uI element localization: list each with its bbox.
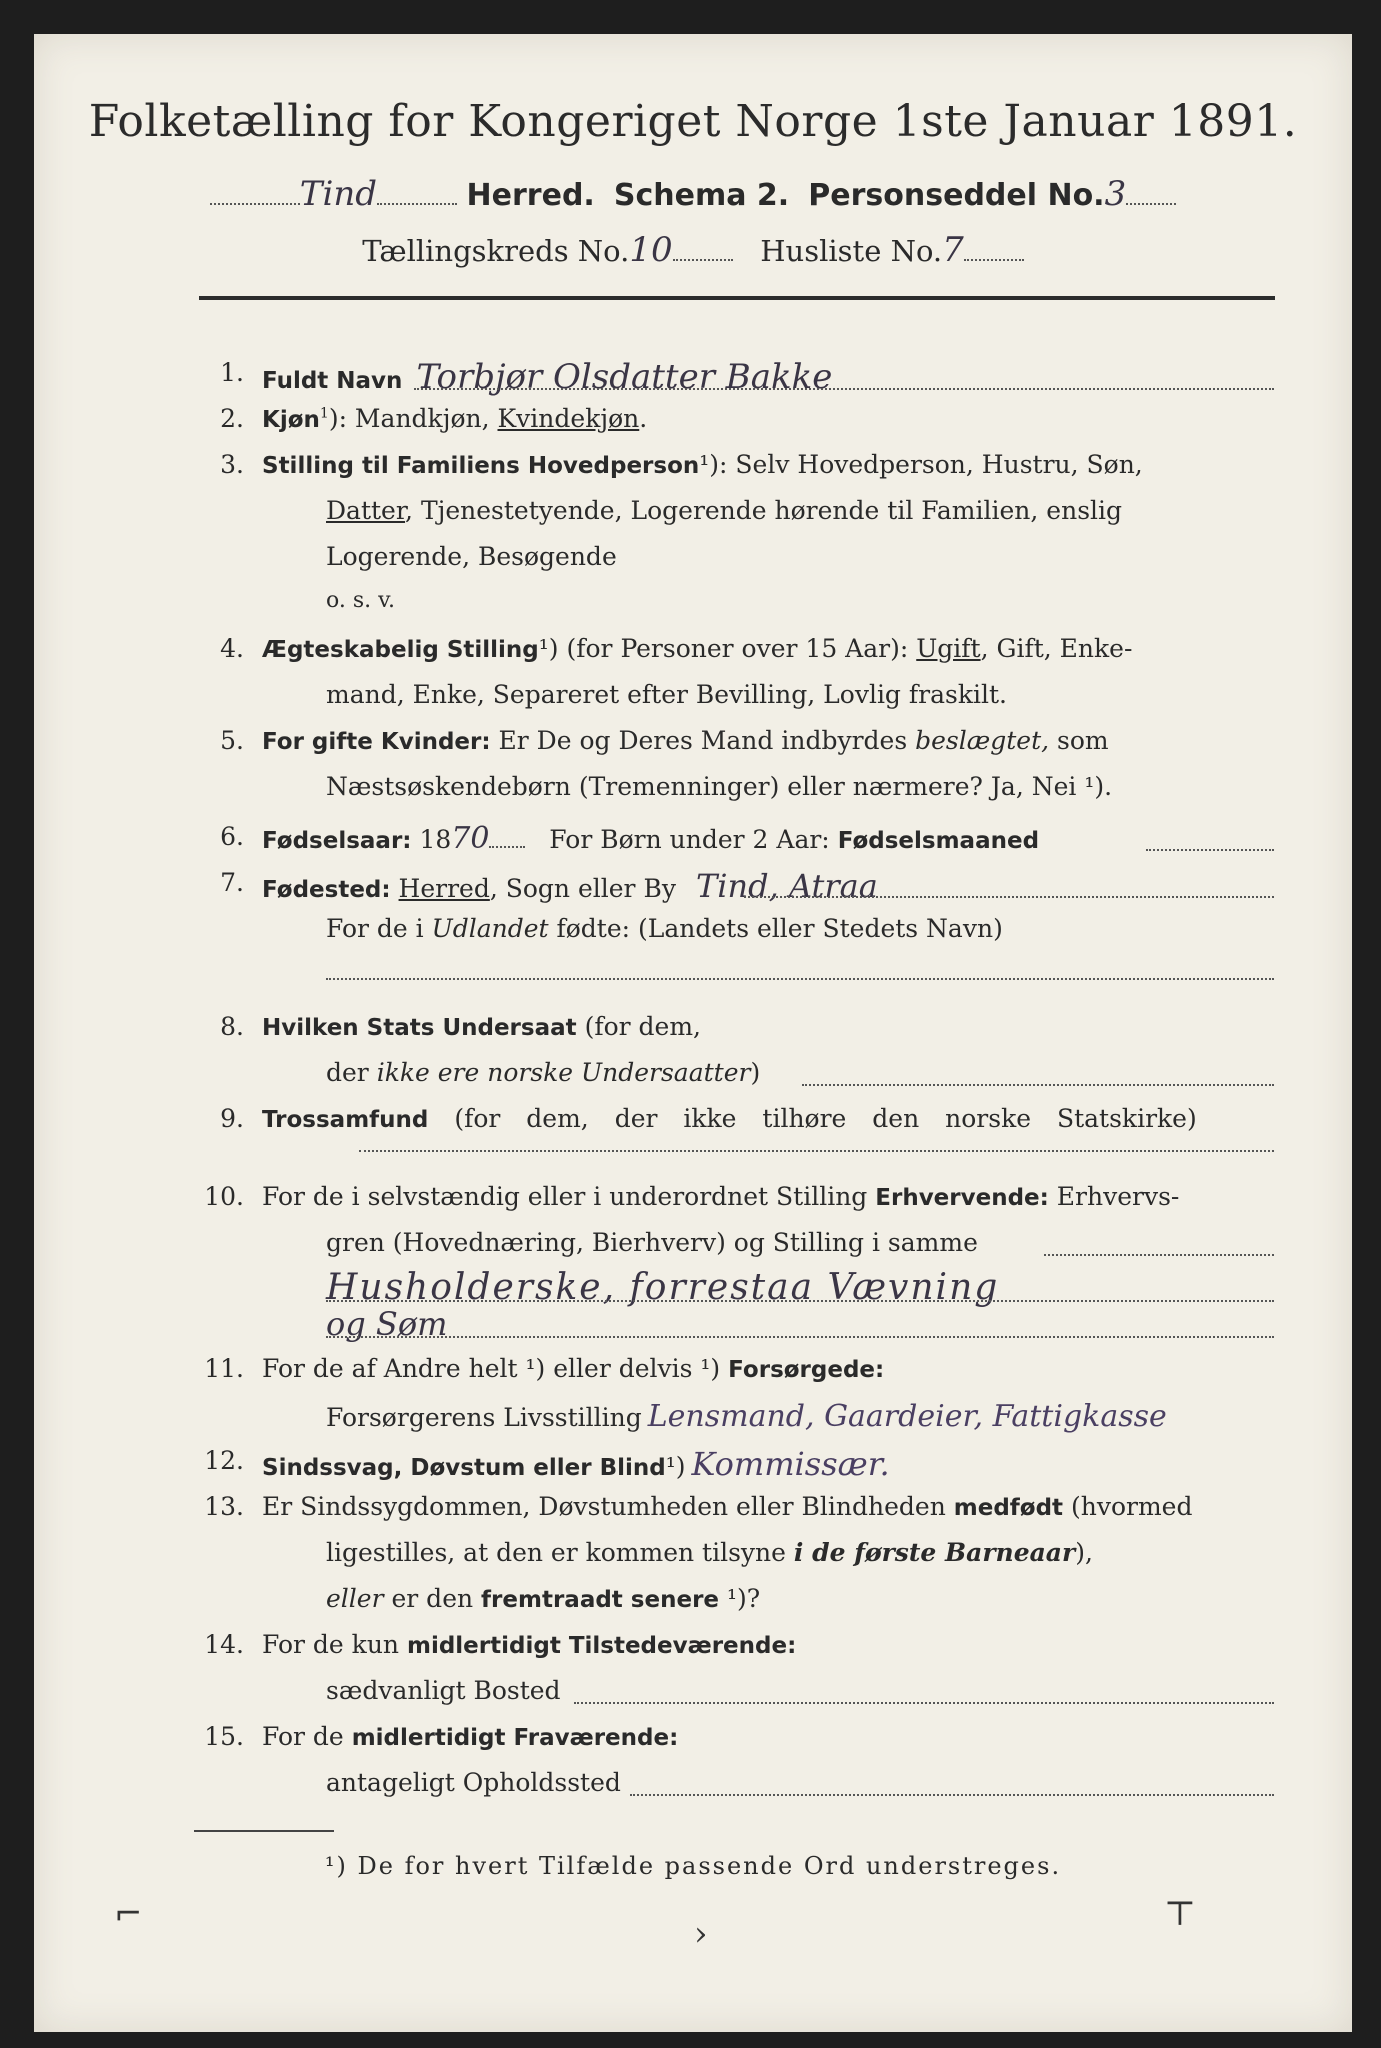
item-number: 1. (220, 358, 244, 387)
item-number: 4. (220, 634, 244, 663)
kreds-label: Tællingskreds No. (362, 234, 630, 268)
occupation-text-2: gren (Hovednæring, Bierhverv) og Stilling i samme (326, 1228, 978, 1257)
census-form (34, 34, 1352, 2032)
disability-label: Sindssvag, Døvstum eller Blind (262, 1455, 666, 1481)
item-number: 13. (204, 1492, 244, 1521)
birthplace-value: Tind, Atraa (695, 867, 878, 905)
marital-selected: Ugift (916, 634, 981, 663)
sex-options: ): Mandkjøn, (328, 404, 498, 433)
provider-label: Forsørgerens Livsstilling (326, 1403, 642, 1432)
supported-label: Forsørgede: (728, 1357, 885, 1383)
form-title: Folketælling for Kongeriget Norge 1ste Januar 1891. (88, 96, 1298, 147)
congenital-end-2: ), (1075, 1538, 1093, 1567)
citizenship-end: ) (750, 1058, 761, 1087)
foreign-born-italic: Udlandet (431, 914, 549, 943)
married-women-label: For gifte Kvinder: (262, 729, 491, 755)
item-number: 12. (204, 1446, 244, 1475)
corner-mark-middle: › (694, 1914, 708, 1954)
congenital-end-3: ¹)? (719, 1584, 761, 1613)
family-position-selected: Datter (326, 496, 406, 525)
birthplace-options: , Sogn eller By (489, 874, 676, 903)
disability-value: Kommissær. (691, 1445, 890, 1483)
provider-value: Lensmand, Gaardeier, Fattigkasse (647, 1399, 1167, 1434)
usual-residence-dots (574, 1702, 1274, 1704)
personseddel-value: 3 (1104, 174, 1127, 214)
congenital-pre: Er Sindssygdommen, Døvstumheden eller Blindheden (262, 1492, 954, 1521)
item-number: 11. (204, 1354, 244, 1383)
family-position-options: ¹): Selv Hovedperson, Hustru, Søn, (699, 450, 1143, 479)
married-women-text: Er De og Deres Mand indbyrdes (490, 726, 916, 755)
birth-month-dots (1146, 849, 1274, 851)
congenital-italic: i de første Barneaar (793, 1538, 1076, 1567)
supported-pre: For de af Andre helt ¹) eller delvis ¹) (262, 1354, 729, 1383)
temp-present-label: midlertidigt Tilstedeværende: (406, 1633, 797, 1659)
footnote-rule (194, 1830, 334, 1832)
corner-mark-right: ⊤ (1164, 1894, 1196, 1934)
occupation-value-2: og Søm (326, 1305, 448, 1343)
birthplace-label: Fødested: (262, 877, 391, 903)
probable-residence-dots (630, 1794, 1274, 1796)
item-number: 2. (220, 404, 244, 433)
item-number: 6. (220, 822, 244, 851)
occupation-value-1: Husholderske, forrestaa Vævning (326, 1267, 1000, 1308)
citizenship-dots (802, 1084, 1274, 1086)
sex-end: . (639, 404, 648, 433)
birth-year-label: Fødselsaar: (262, 828, 412, 854)
occupation-label: Erhvervende: (875, 1185, 1049, 1211)
header-line-herred (34, 174, 1352, 214)
item-number: 5. (220, 726, 244, 755)
husliste-value: 7 (942, 230, 964, 270)
item-number: 7. (220, 868, 244, 897)
congenital-end: (hvormed (1063, 1492, 1193, 1521)
citizenship-italic: ikke ere norske Undersaatter (376, 1058, 751, 1087)
birth-year-value: 70 (451, 821, 490, 856)
corner-mark-left: ⌐ (114, 1894, 143, 1934)
full-name-value: Torbjør Olsdatter Bakke (416, 357, 833, 397)
birthplace-dots (744, 896, 1274, 898)
temp-absent-label: midlertidigt Fraværende: (351, 1725, 679, 1751)
husliste-label: Husliste No. (760, 234, 943, 268)
married-women-end: som (1049, 726, 1109, 755)
religion-label: Trossamfund (262, 1107, 429, 1133)
birth-month-label: Fødselsmaaned (837, 828, 1040, 854)
item-number: 14. (204, 1630, 244, 1659)
temp-absent-pre: For de (262, 1722, 352, 1751)
schema-label: Schema 2. (613, 178, 790, 213)
usual-residence-label: sædvanligt Bosted (326, 1676, 561, 1705)
birth-year-prefix: 18 (411, 825, 452, 854)
citizenship-text: (for dem, (576, 1012, 701, 1041)
foreign-born-pre: For de i (326, 914, 432, 943)
family-position-osv: o. s. v. (326, 588, 395, 613)
item-number: 3. (220, 450, 244, 479)
family-position-options-3: Logerende, Besøgende (326, 542, 617, 571)
full-name-dots (414, 388, 1274, 390)
item-number: 9. (220, 1104, 244, 1133)
marital-label: Ægteskabelig Stilling (262, 637, 539, 663)
occupation-dots-1 (1044, 1254, 1274, 1256)
marital-options: , Gift, Enke- (980, 634, 1133, 663)
header-line-kreds (34, 230, 1352, 270)
temp-present-pre: For de kun (262, 1630, 407, 1659)
congenital-italic-2: eller (326, 1584, 384, 1613)
footnote-ref: ¹) (665, 1452, 686, 1481)
herred-value: Tind (299, 174, 377, 214)
footnote-ref: 1 (319, 405, 329, 422)
marital-options-2: mand, Enke, Separeret efter Bevilling, Lovlig fraskilt. (326, 680, 1007, 709)
congenital-mid: er den (383, 1584, 482, 1613)
married-women-italic: beslægtet, (915, 726, 1050, 755)
personseddel-label: Personseddel No. (808, 178, 1105, 213)
citizenship-label: Hvilken Stats Undersaat (262, 1015, 577, 1041)
congenital-pre-2: ligestilles, at den er kommen tilsyne (326, 1538, 794, 1567)
congenital-bold: fremtraadt senere (481, 1587, 720, 1613)
citizenship-pre: der (326, 1058, 377, 1087)
family-position-options-2: , Tjenestetyende, Logerende hørende til Familien, enslig (405, 496, 1123, 525)
item-number: 15. (204, 1722, 244, 1751)
congenital-label: medfødt (953, 1495, 1064, 1521)
religion-dots (359, 1150, 1274, 1152)
religion-text: (for dem, der ikke tilhøre den norske Statskirke) (428, 1104, 1197, 1133)
family-position-label: Stilling til Familiens Hovedperson (262, 453, 700, 479)
occupation-end: Erhvervs- (1048, 1182, 1180, 1211)
sex-selected: Kvindekjøn (497, 404, 640, 433)
herred-label: Herred. (466, 178, 595, 213)
header-rule (199, 296, 1275, 300)
item-number: 10. (204, 1182, 244, 1211)
full-name-label: Fuldt Navn (262, 368, 403, 394)
occupation-pre: For de i selvstændig eller i underordnet Stilling (262, 1182, 876, 1211)
foreign-born-dots (326, 978, 1274, 980)
married-women-text-2: Næstsøskendebørn (Tremenninger) eller nærmere? Ja, Nei ¹). (326, 772, 1113, 801)
foreign-born-text: fødte: (Landets eller Stedets Navn) (548, 914, 1003, 943)
occupation-dots-2 (326, 1300, 1274, 1302)
birth-month-text: For Børn under 2 Aar: (549, 825, 830, 854)
sex-label: Kjøn (262, 407, 320, 433)
footnote: ¹) De for hvert Tilfælde passende Ord understreges. (324, 1852, 1062, 1880)
birthplace-selected: Herred (398, 874, 490, 903)
item-number: 8. (220, 1012, 244, 1041)
marital-text: ¹) (for Personer over 15 Aar): (538, 634, 917, 663)
occupation-dots-3 (326, 1336, 1274, 1338)
kreds-value: 10 (629, 230, 673, 270)
probable-residence-label: antageligt Opholdssted (326, 1768, 621, 1797)
